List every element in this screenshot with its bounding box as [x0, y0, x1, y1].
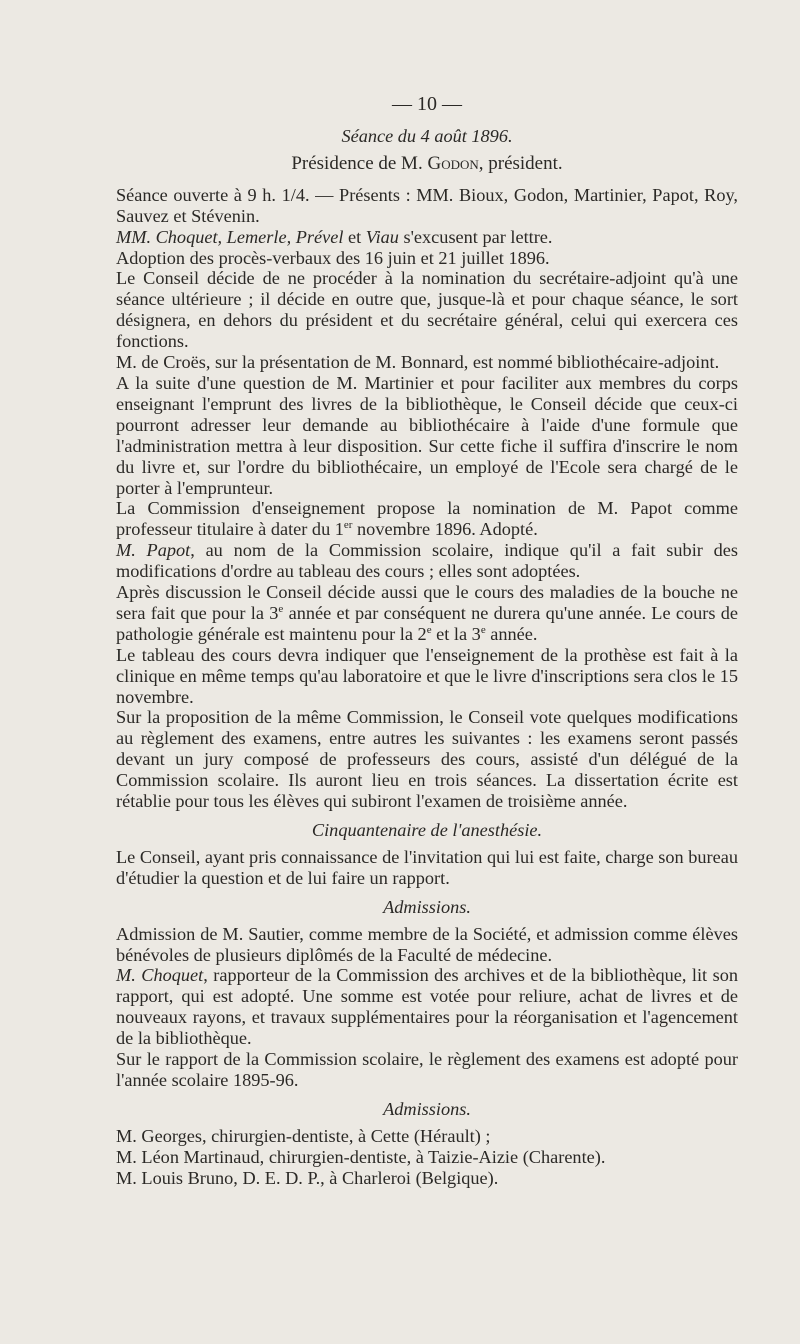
paragraph-anesthesia: Le Conseil, ayant pris connaissance de l'invitation qui lui est faite, charge son bureau d'étudier la question et de lui faire un rapport. — [116, 846, 738, 888]
section-heading-admissions-2: Admissions. — [383, 1098, 471, 1119]
paragraph-librarian: M. de Croës, sur la présentation de M. Bonnard, est nommé bibliothécaire-adjoint. — [116, 352, 720, 373]
list-item: M. Louis Bruno, D. E. D. P., à Charleroi (Belgique). — [116, 1167, 499, 1188]
section-heading-anesthesia: Cinquantenaire de l'anesthésie. — [311, 820, 543, 840]
excused-name-last: Viau — [365, 226, 399, 247]
presidency-prefix: Présidence de M. — [291, 152, 428, 174]
list-item: M. Georges, chirurgien-dentiste, à Cette (Hérault) ; — [116, 1125, 491, 1146]
page-number: — 10 — — [392, 93, 462, 115]
courses-text-a: Après discussion le Conseil décide aussi que le cours des maladies de la bouche ne sera fait que pour la 3 — [116, 582, 738, 623]
courses-text-b: année et par conséquent ne durera qu'une année. Le cours de pathologie générale est maintenu pour la 2 — [116, 602, 738, 644]
paragraph-minutes: Adoption des procès-verbaux des 16 juin et 21 juillet 1896. — [116, 247, 550, 268]
paragraph-admission-sautier: Admission de M. Sautier, comme membre de la Société, et admission comme élèves bénévoles de plusieurs diplômés de la Faculté de médecine. — [116, 923, 738, 965]
archives-report-text: , rapporteur de la Commission des archives et de la bibliothèque, lit son rapport, qui est adopté. Une somme est votée pour reliure, achat de livres et de nouveaux rayons, et travaux supplémentaires pour la réorganisation et l'agencement de la bibliothèque. — [116, 965, 738, 1049]
papot-nomination-text: La Commission d'enseignement propose la nomination de M. Papot comme professeur titulaire à dater du 1 — [116, 498, 738, 540]
section-heading-admissions: Admissions. — [383, 896, 471, 917]
paragraph-attendance: Séance ouverte à 9 h. 1/4. — Présents : MM. Bioux, Godon, Martinier, Papot, Roy, Sauvez et Stévenin. — [116, 184, 738, 226]
paragraph-courses — [116, 582, 738, 645]
paragraph-exam-rules: Sur le rapport de la Commission scolaire, le règlement des examens est adopté pour l'année scolaire 1895-96. — [116, 1049, 738, 1090]
superscript: e — [278, 602, 284, 615]
courses-text-c: et la 3 — [431, 623, 481, 644]
papot-nomination-end: novembre 1896. Adopté. — [352, 519, 538, 540]
excused-names: MM. Choquet, Lemerle, Prével — [116, 226, 344, 247]
course-table-text: , au nom de la Commission scolaire, indique qu'il a fait subir des modifications d'ordre au tableau des cours ; elles sont adoptées. — [116, 540, 738, 582]
paragraph-course-table — [116, 540, 738, 582]
courses-text-d: année. — [485, 623, 538, 644]
page-content — [116, 88, 738, 1189]
paragraph-library-loans: A la suite d'une question de M. Martinier et pour faciliter aux membres du corps enseignant l'emprunt des livres de la bibliothèque, le Conseil décide que ceux-ci pourront adresser leur demande au bibliothécaire à l'aide d'une formule que l'administration mettra à leur disposition. Sur cette fiche il suffira d'inscrire le nom du livre et, sur l'ordre du bibliothécaire, un employé de l'Ecole sera chargé de le porter à l'emprunteur. — [116, 372, 738, 498]
paragraph-exams: Sur la proposition de la même Commission, le Conseil vote quelques modifications au règlement des examens, entre autres les suivantes : les examens seront passés devant un jury composé de professeurs des cours, assisté d'un délégué de la Commission scolaire. Ils auront lieu en trois séances. La dissertation écrite est rétablie pour tous les élèves qui subiront l'examen de troisième année. — [116, 707, 738, 812]
paragraph-excused — [116, 227, 738, 248]
papot-name: M. Papot — [116, 540, 191, 561]
paragraph-secretary: Le Conseil décide de ne procéder à la nomination du secrétaire-adjoint qu'à une séance ultérieure ; il décide en outre que, jusque-là et pour chaque séance, le sort désignera, en dehors du président et du secrétaire général, celui qui exercera ces fonctions. — [116, 268, 738, 352]
excused-and: et — [343, 226, 366, 247]
paragraph-papot-nomination — [116, 498, 738, 540]
paragraph-prosthesis: Le tableau des cours devra indiquer que l'enseignement de la prothèse est fait à la clinique en même temps qu'au laboratoire et que le livre d'inscriptions sera clos le 15 novembre. — [116, 644, 738, 707]
excused-rest: s'excusent par lettre. — [398, 226, 553, 247]
superscript: er — [343, 519, 353, 532]
presidency-line — [116, 154, 738, 175]
choquet-name: M. Choquet — [116, 965, 204, 986]
superscript: e — [480, 623, 486, 636]
paragraph-archives-report — [116, 965, 738, 1049]
president-name: Godon — [427, 152, 479, 174]
superscript: e — [426, 623, 432, 636]
list-item: M. Léon Martinaud, chirurgien-dentiste, à Taizie-Aizie (Charente). — [116, 1146, 606, 1167]
session-heading: Séance du 4 août 1896. — [341, 126, 513, 146]
presidency-suffix: , président. — [478, 152, 563, 174]
